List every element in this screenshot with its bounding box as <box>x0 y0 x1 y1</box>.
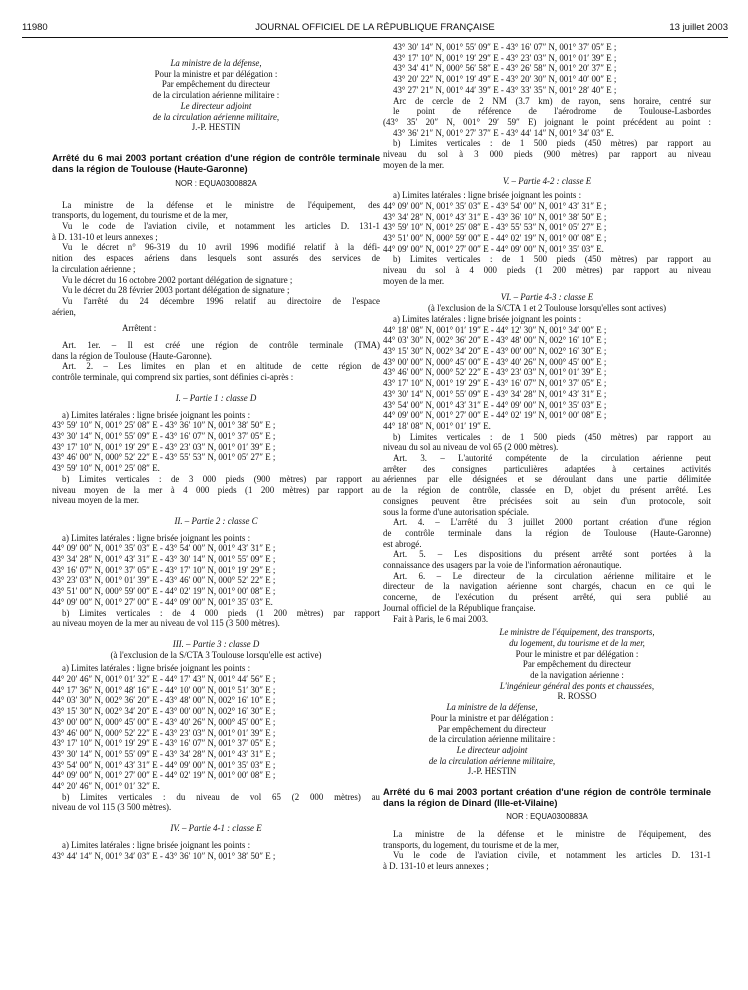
coord-line: 43° 44′ 14″ N, 001° 34′ 03″ E - 43° 36′ 10″ N, 001° 38′ 50″ E ; <box>52 850 276 861</box>
coord-line: 43° 51′ 00″ N, 000° 59′ 00″ E - 44° 02′ 19″ N, 001° 00′ 08″ E ; <box>52 586 276 597</box>
text-line: directeur de la navigation aérienne sont chargés, chacun en ce qui le <box>383 581 711 592</box>
coord-line: 43° 00′ 00″ N, 000° 45′ 00″ E - 43° 40′ 26″ N, 000° 45′ 00″ E ; <box>52 716 276 727</box>
sig-line: Pour la ministre et par délégation : <box>430 712 554 723</box>
coord-line: 43° 54′ 00″ N, 001° 43′ 31″ E - 44° 09′ 00″ N, 001° 35′ 03″ E ; <box>52 759 276 770</box>
page-header <box>22 22 728 36</box>
coord-line: 43° 27′ 21″ N, 001° 44′ 39″ E - 43° 33′ 35″ N, 001° 28′ 40″ E ; <box>393 84 617 95</box>
page-number: 11980 <box>22 22 48 33</box>
text-line: est abrogé. <box>383 538 422 549</box>
arretent: Arrêtent : <box>122 323 157 334</box>
coord-line: 43° 30′ 14″ N, 001° 55′ 09″ E - 43° 34′ 28″ N, 001° 43′ 31″ E ; <box>52 748 276 759</box>
sig-line: de la navigation aérienne : <box>530 670 624 681</box>
sig-line: Par empêchement du directeur <box>161 79 271 90</box>
text-line: niveau du sol à 3 000 pieds (900 mètres) par rapport au niveau <box>383 149 711 160</box>
text-line: Vu le décret du 16 octobre 2002 portant délégation de signature ; <box>62 274 293 285</box>
signatory-name: J.-P. HESTIN <box>191 122 241 133</box>
sig-line: de la circulation aérienne militaire, <box>428 755 556 766</box>
text-line: niveau moyen de la mer. <box>52 495 139 506</box>
sig-line: La ministre de la défense, <box>170 58 262 68</box>
part-title: III. – Partie 3 : classe D <box>172 638 260 649</box>
lateral-limits: a) Limites latérales : ligne brisée joignant les points : <box>393 190 582 201</box>
text-line: (43° 35′ 20″ N, 001° 29′ 59″ E) joignant le point précédent au point : <box>383 116 711 127</box>
text-line: La ministre de la défense et le ministre de l'équipement, des <box>62 199 380 210</box>
coord-line: 44° 09′ 00″ N, 001° 35′ 03″ E - 43° 54′ 00″ N, 001° 43′ 31″ E ; <box>383 200 607 211</box>
coord-line: 43° 34′ 28″ N, 001° 43′ 31″ E - 43° 36′ 10″ N, 001° 38′ 50″ E ; <box>383 211 607 222</box>
preamble <box>52 200 380 318</box>
lateral-limits: a) Limites latérales : ligne brisée joignant les points : <box>62 409 251 420</box>
vertical-limits: b) Limites verticales : de 1 500 pieds (450 mètres) par rapport au <box>393 138 711 149</box>
arrete-title: Arrêté du 6 mai 2003 portant création d'une région de contrôle terminale dans la région de Toulouse (Haute-Garonne) <box>52 152 380 174</box>
text-line: Vu le code de l'aviation civile, et notamment les articles D. 131-1 <box>62 221 380 232</box>
sig-line: L'ingénieur général des ponts et chaussées, <box>499 680 655 691</box>
coord-line: 43° 16′ 07″ N, 001° 37′ 05″ E - 43° 17′ 10″ N, 001° 19′ 29″ E ; <box>52 564 276 575</box>
text-line: niveau du sol au niveau de vol 65 (2 000 mètres). <box>383 442 559 453</box>
sig-line: Pour la ministre et par délégation : <box>154 68 278 79</box>
arrete-title-2: Arrêté du 6 mai 2003 portant création d'une région de contrôle terminale dans la région de Dinard (Ille-et-Vilaine) <box>383 787 711 809</box>
text-line: nition des espaces aériens dans lesquels sont assurés des services de <box>52 253 380 264</box>
part-title: II. – Partie 2 : classe C <box>174 515 258 526</box>
text-line: Vu l'arrêté du 24 décembre 1996 relatif au directoire de l'espace <box>62 295 380 306</box>
coord-line: 44° 17′ 36″ N, 001° 48′ 16″ E - 44° 10′ 00″ N, 001° 51′ 30″ E ; <box>52 684 276 695</box>
coord-line: 43° 17′ 10″ N, 001° 19′ 29″ E - 43° 16′ 07″ N, 001° 37′ 05″ E ; <box>52 738 276 749</box>
lateral-limits: a) Limites latérales : ligne brisée joignant les points : <box>393 313 582 324</box>
coord-line: 43° 34′ 41″ N, 000° 56′ 58″ E - 43° 26′ 58″ N, 001° 20′ 37″ E ; <box>393 63 617 74</box>
text-line: moyen de la mer. <box>383 275 445 286</box>
signature-block-top <box>52 44 380 133</box>
coord-line: 44° 18′ 08″ N, 001° 01′ 19″ E. <box>383 420 491 431</box>
text-line: de la région de contrôle, classée en D, objet du présent arrêté. Les <box>383 485 711 496</box>
coord-line: 43° 51′ 00″ N, 000° 59′ 00″ E - 44° 02′ 19″ N, 001° 00′ 08″ E ; <box>383 232 607 243</box>
article-2: Art. 2. – Les limites en plan et en altitude de cette région de <box>62 361 380 372</box>
text-line: Vu le décret n° 96-319 du 10 avril 1996 modifié relatif à la défi- <box>62 242 380 253</box>
coord-line: 44° 20′ 46″ N, 001° 01′ 32″ E. <box>52 781 160 792</box>
lateral-limits: a) Limites latérales : ligne brisée joignant les points : <box>62 839 251 850</box>
coord-line: 43° 36′ 21″ N, 001° 27′ 37″ E - 43° 44′ 14″ N, 001° 34′ 03″ E. <box>393 127 614 138</box>
coord-line: 43° 30′ 14″ N, 001° 55′ 09″ E - 43° 16′ 07″ N, 001° 37′ 05″ E ; <box>52 430 276 441</box>
text-line: La ministre de la défense et le ministre de l'équipement, des <box>393 828 711 839</box>
signatory-name: J.-P. HESTIN <box>467 766 517 777</box>
coord-line: 43° 46′ 00″ N, 000° 52′ 22″ E - 43° 55′ 53″ N, 001° 05′ 27″ E ; <box>52 452 276 463</box>
lateral-limits: a) Limites latérales : ligne brisée joignant les points : <box>62 532 251 543</box>
vertical-limits: b) Limites verticales : de 4 000 pieds (1 200 mètres) par rapport <box>62 607 380 618</box>
coord-line: 43° 34′ 28″ N, 001° 43′ 31″ E - 43° 30′ 14″ N, 001° 55′ 09″ E ; <box>52 554 276 565</box>
text-line: aérien, <box>52 306 76 317</box>
coord-line: 44° 18′ 08″ N, 001° 01′ 19″ E - 44° 12′ 30″ N, 001° 34′ 00″ E ; <box>383 324 607 335</box>
header-rule <box>22 37 728 38</box>
part-title: I. – Partie 1 : classe D <box>175 392 257 403</box>
coord-line: 43° 17′ 10″ N, 001° 19′ 29″ E - 43° 16′ 07″ N, 001° 37′ 05″ E ; <box>383 378 607 389</box>
part-subtitle: (à l'exclusion de la S/CTA 1 et 2 Toulouse lorsqu'elles sont actives) <box>427 303 667 314</box>
text-line: sous la forme d'une autorisation spéciale. <box>383 506 530 517</box>
signatory-name: R. ROSSO <box>557 691 597 702</box>
sig-line: Par empêchement du directeur <box>437 723 547 734</box>
coord-line: 44° 09′ 00″ N, 001° 27′ 00″ E - 44° 02′ 19″ N, 001° 00′ 08″ E ; <box>52 770 276 781</box>
article-6: Art. 6. – Le directeur de la circulation aérienne militaire et le <box>393 570 711 581</box>
left-column <box>52 44 380 861</box>
coord-line: 44° 20′ 46″ N, 001° 01′ 32″ E - 44° 17′ 43″ N, 001° 44′ 56″ E ; <box>52 674 276 685</box>
signature-block-1 <box>383 627 711 702</box>
sig-line: Par empêchement du directeur <box>522 659 632 670</box>
coord-line: 43° 15′ 30″ N, 002° 34′ 20″ E - 43° 00′ 00″ N, 002° 16′ 30″ E ; <box>52 706 276 717</box>
text-line: à D. 131-10 et leurs annexes ; <box>383 860 489 871</box>
text-line: Vu le décret du 28 février 2003 portant délégation de signature ; <box>62 285 290 296</box>
text-line: la circulation aérienne ; <box>52 263 136 274</box>
coord-line: 44° 09′ 00″ N, 001° 27′ 00″ E - 44° 09′ 00″ N, 001° 35′ 03″ E. <box>52 596 273 607</box>
vertical-limits: b) Limites verticales : de 1 500 pieds (450 mètres) par rapport au <box>393 431 711 442</box>
coord-line: 43° 23′ 03″ N, 001° 01′ 39″ E - 43° 46′ 00″ N, 000° 52′ 22″ E ; <box>52 575 276 586</box>
text-line: connaissance des usagers par la voie de l'information aéronautique. <box>383 560 622 571</box>
coord-line: 44° 09′ 00″ N, 001° 35′ 03″ E - 43° 54′ 00″ N, 001° 43′ 31″ E ; <box>52 543 276 554</box>
text-line: consignes peuvent être précisées soit au sein d'un protocole, soit <box>383 495 711 506</box>
sig-line: de la circulation aérienne militaire, <box>152 111 280 122</box>
vertical-limits: b) Limites verticales : du niveau de vol 65 (2 000 mètres) au <box>62 791 380 802</box>
article-1: Art. 1er. – Il est créé une région de contrôle terminale (TMA) <box>62 340 380 351</box>
right-column <box>383 42 711 872</box>
signature-block-2 <box>383 702 711 777</box>
sig-line: La ministre de la défense, <box>446 702 538 713</box>
issue-date: 13 juillet 2003 <box>669 22 728 33</box>
sig-line: Pour le ministre et par délégation : <box>515 648 639 659</box>
vertical-limits: b) Limites verticales : de 1 500 pieds (450 mètres) par rapport au <box>393 254 711 265</box>
text-line: au niveau moyen de la mer au niveau de vol 115 (3 500 mètres). <box>52 618 280 629</box>
journal-title: JOURNAL OFFICIEL DE LA RÉPUBLIQUE FRANÇAISE <box>255 22 495 33</box>
sig-line: Le directeur adjoint <box>456 745 528 755</box>
text-line: niveau moyen de la mer à 4 000 pieds (1 200 mètres) par rapport au <box>52 484 380 495</box>
coord-line: 44° 09′ 00″ N, 001° 27′ 00″ E - 44° 02′ 19″ N, 001° 00′ 08″ E ; <box>383 410 607 421</box>
signature-date: Fait à Paris, le 6 mai 2003. <box>393 613 489 624</box>
sig-line: de la circulation aérienne militaire : <box>152 90 280 101</box>
coord-line: 43° 59′ 10″ N, 001° 25′ 08″ E - 43° 36′ 10″ N, 001° 38′ 50″ E ; <box>52 420 276 431</box>
article-4: Art. 4. – L'arrêté du 3 juillet 2000 portant création d'une région <box>393 517 711 528</box>
part-title: V. – Partie 4-2 : classe E <box>502 176 592 187</box>
vertical-limits: b) Limites verticales : de 3 000 pieds (900 mètres) par rapport au <box>62 473 380 484</box>
coord-line: 44° 09′ 00″ N, 001° 27′ 00″ E - 44° 09′ 00″ N, 001° 35′ 03″ E. <box>383 243 604 254</box>
nor-reference: NOR : EQUA0300882A <box>175 178 257 188</box>
coord-line: 43° 46′ 00″ N, 000° 52′ 22″ E - 43° 23′ 03″ N, 001° 01′ 39″ E ; <box>52 727 276 738</box>
text-line: le point de référence de l'aérodrome de Toulouse-Lasbordes <box>393 106 711 117</box>
text-line: moyen de la mer. <box>383 159 445 170</box>
sig-line: du logement, du tourisme et de la mer, <box>509 637 645 648</box>
text-line: niveau du sol à 4 000 pieds (1 200 mètres) par rapport au niveau <box>383 265 711 276</box>
text-line: niveau de vol 115 (3 500 mètres). <box>52 802 172 813</box>
part-subtitle: (à l'exclusion de la S/CTA 3 Toulouse lorsqu'elle est active) <box>110 649 322 660</box>
article-1-cont: dans la région de Toulouse (Haute-Garonne). <box>52 350 212 361</box>
text-line: aériennes par elle désignées et se déroulant dans une partie délimitée <box>383 474 711 485</box>
text-line: de contrôle terminale dans la région de Toulouse (Haute-Garonne) <box>383 527 711 538</box>
part-title: VI. – Partie 4-3 : classe E <box>500 292 594 303</box>
coord-line: 43° 54′ 00″ N, 001° 43′ 31″ E - 44° 09′ 00″ N, 001° 35′ 03″ E ; <box>383 399 607 410</box>
coord-line: 43° 17′ 10″ N, 001° 19′ 29″ E - 43° 23′ 03″ N, 001° 01′ 39″ E ; <box>393 52 617 63</box>
arc-description: Arc de cercle de 2 NM (3.7 km) de rayon, sens horaire, centré sur <box>393 95 711 106</box>
text-line: concerne, de l'exécution du présent arrêté, qui sera publié au <box>383 592 711 603</box>
text-line: arrêter des consignes particulières adaptées à certaines activités <box>383 463 711 474</box>
coord-line: 44° 03′ 30″ N, 002° 36′ 20″ E - 43° 48′ 00″ N, 002° 16′ 10″ E ; <box>383 335 607 346</box>
nor-reference-2: NOR : EQUA0300883A <box>506 812 588 822</box>
coord-line: 44° 03′ 30″ N, 002° 36′ 20″ E - 43° 48′ 00″ N, 002° 16′ 10″ E ; <box>52 695 276 706</box>
article-3: Art. 3. – L'autorité compétente de la circulation aérienne peut <box>393 453 711 464</box>
coord-line: 43° 17′ 10″ N, 001° 19′ 29″ E - 43° 23′ 03″ N, 001° 01′ 39″ E ; <box>52 441 276 452</box>
coord-line: 43° 59′ 10″ N, 001° 25′ 08″ E. <box>52 463 160 474</box>
coord-line: 43° 30′ 14″ N, 001° 55′ 09″ E - 43° 34′ 28″ N, 001° 43′ 31″ E ; <box>383 388 607 399</box>
text-line: transports, du logement, du tourisme et de la mer, <box>383 839 559 850</box>
coord-line: 43° 20′ 22″ N, 001° 19′ 49″ E - 43° 20′ 30″ N, 001° 40′ 00″ E ; <box>393 74 617 85</box>
text-line: Journal officiel de la République française. <box>383 602 536 613</box>
coord-line: 43° 46′ 00″ N, 000° 52′ 22″ E - 43° 23′ 03″ N, 001° 01′ 39″ E ; <box>383 367 607 378</box>
coord-line: 43° 30′ 14″ N, 001° 55′ 09″ E - 43° 16′ 07″ N, 001° 37′ 05″ E ; <box>393 42 617 52</box>
article-2-cont: contrôle terminale, qui comprend six parties, sont définies ci-après : <box>52 372 294 383</box>
part-title: IV. – Partie 4-1 : classe E <box>170 823 262 834</box>
sig-line: Le ministre de l'équipement, des transports, <box>499 627 655 638</box>
article-5: Art. 5. – Les dispositions du présent arrêté sont portées à la <box>393 549 711 560</box>
sig-line: de la circulation aérienne militaire : <box>428 734 556 745</box>
text-line: transports, du logement, du tourisme et de la mer, <box>52 210 228 221</box>
lateral-limits: a) Limites latérales : ligne brisée joignant les points : <box>62 663 251 674</box>
coord-line: 43° 00′ 00″ N, 000° 45′ 00″ E - 43° 40′ 26″ N, 000° 45′ 00″ E ; <box>383 356 607 367</box>
text-line: Vu le code de l'aviation civile, et notamment les articles D. 131-1 <box>393 850 711 861</box>
coord-line: 43° 15′ 30″ N, 002° 34′ 20″ E - 43° 00′ 00″ N, 002° 16′ 30″ E ; <box>383 345 607 356</box>
coord-line: 43° 59′ 10″ N, 001° 25′ 08″ E - 43° 55′ 53″ N, 001° 05′ 27″ E ; <box>383 222 607 233</box>
sig-line: Le directeur adjoint <box>180 100 252 111</box>
text-line: à D. 131-10 et leurs annexes ; <box>52 231 158 242</box>
